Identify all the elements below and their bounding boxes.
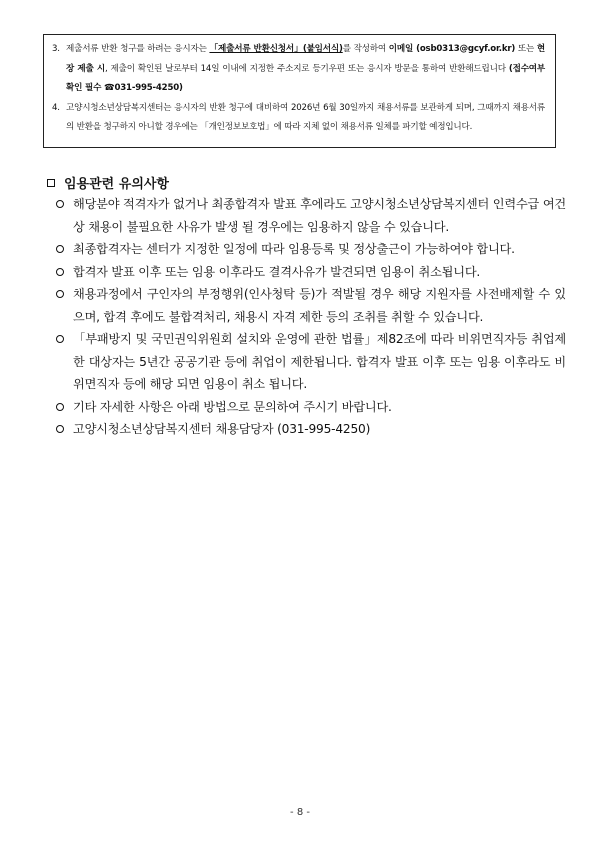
notice-item-4 xyxy=(52,99,545,138)
list-item-text: 「부패방지 및 국민권익위원회 설치와 운영에 관한 법률」제82조에 따라 비위면직자등 취업제한 대상자는 5년간 공공기관 등에 취업이 제한됩니다. 합격자 발표 이후 또는 임용 이후라도 비위면직자 등에 해당 되면 임용이 취소 됩니다. xyxy=(73,332,566,391)
phone-confirm: (접수여부 확인 필수 ☎031-995-4250) xyxy=(66,63,545,93)
list-item-text: 최종합격자는 센터가 지정한 일정에 따라 임용등록 및 정상출근이 가능하여야 합니다. xyxy=(73,242,515,256)
notice-number: 4. xyxy=(52,102,60,113)
list-item-text: 기타 자세한 사항은 아래 방법으로 문의하여 주시기 바랍니다. xyxy=(73,399,392,414)
notice-text: 고양시청소년상담복지센터는 응시자의 반환 청구에 대비하여 2026년 6월 30일까지 채용서류를 보관하게 되며, 그때까지 채용서류의 반환을 청구하지 아니할 경우에는 「개인정보보호법」에 따라 지체 없이 채용서류 일체를 파기할 예정입니다. xyxy=(66,102,545,132)
onsite-submission: 현장 제출 시 xyxy=(66,44,545,74)
list-item xyxy=(56,328,566,396)
list-item xyxy=(56,193,566,238)
list-item xyxy=(56,261,566,284)
notice-text-part: 또는 xyxy=(515,44,537,54)
return-form-title: 「제출서류 반환신청서」(붙임서식) xyxy=(209,44,343,54)
notice-item-3 xyxy=(52,40,545,99)
email-contact: 이메일 (osb0313@gcyf.or.kr) xyxy=(388,44,516,54)
list-item xyxy=(56,396,566,419)
notice-box xyxy=(43,34,556,148)
circle-bullet-icon xyxy=(56,193,73,238)
list-item-text: 채용과정에서 구인자의 부정행위(인사청탁 등)가 적발될 경우 해당 지원자를 사전배제할 수 있으며, 합격 후에도 불합격처리, 채용시 자격 제한 등의 조취를 취할 수 있습니다. xyxy=(73,287,566,324)
notice-text-part: , 제출이 확인된 날로부터 14일 이내에 지정한 주소지로 등기우편 또는 응시자 방문을 통하여 반환해드립니다 xyxy=(105,63,509,74)
list-item xyxy=(56,418,566,441)
notice-text-part: 제출서류 반환 청구를 하려는 응시자는 xyxy=(66,44,210,54)
list-item xyxy=(56,283,566,328)
notice-text-part: 를 작성하여 xyxy=(342,44,389,54)
circle-bullet-icon xyxy=(56,418,73,441)
notice-number: 3. xyxy=(52,44,60,54)
bullet-list xyxy=(56,193,566,441)
list-item-text: 합격자 발표 이후 또는 임용 이후라도 결격사유가 발견되면 임용이 취소됩니다. xyxy=(73,264,481,279)
list-item-text: 고양시청소년상담복지센터 채용담당자 (031-995-4250) xyxy=(73,422,371,436)
page-number: - 8 - xyxy=(290,807,310,818)
circle-bullet-icon xyxy=(56,283,73,328)
square-bullet-icon xyxy=(47,179,55,187)
list-item xyxy=(56,238,566,261)
list-item-text: 해당분야 적격자가 없거나 최종합격자 발표 후에라도 고양시청소년상담복지센터 인력수급 여건상 채용이 불필요한 사유가 발생 될 경우에는 임용하지 않을 수 있습니다. xyxy=(73,197,566,234)
section-title xyxy=(47,173,169,192)
circle-bullet-icon xyxy=(56,328,73,396)
circle-bullet-icon xyxy=(56,261,73,284)
circle-bullet-icon xyxy=(56,396,73,419)
section-title-text: 임용관련 유의사항 xyxy=(64,177,169,192)
circle-bullet-icon xyxy=(56,238,73,261)
notice-text xyxy=(66,40,545,99)
